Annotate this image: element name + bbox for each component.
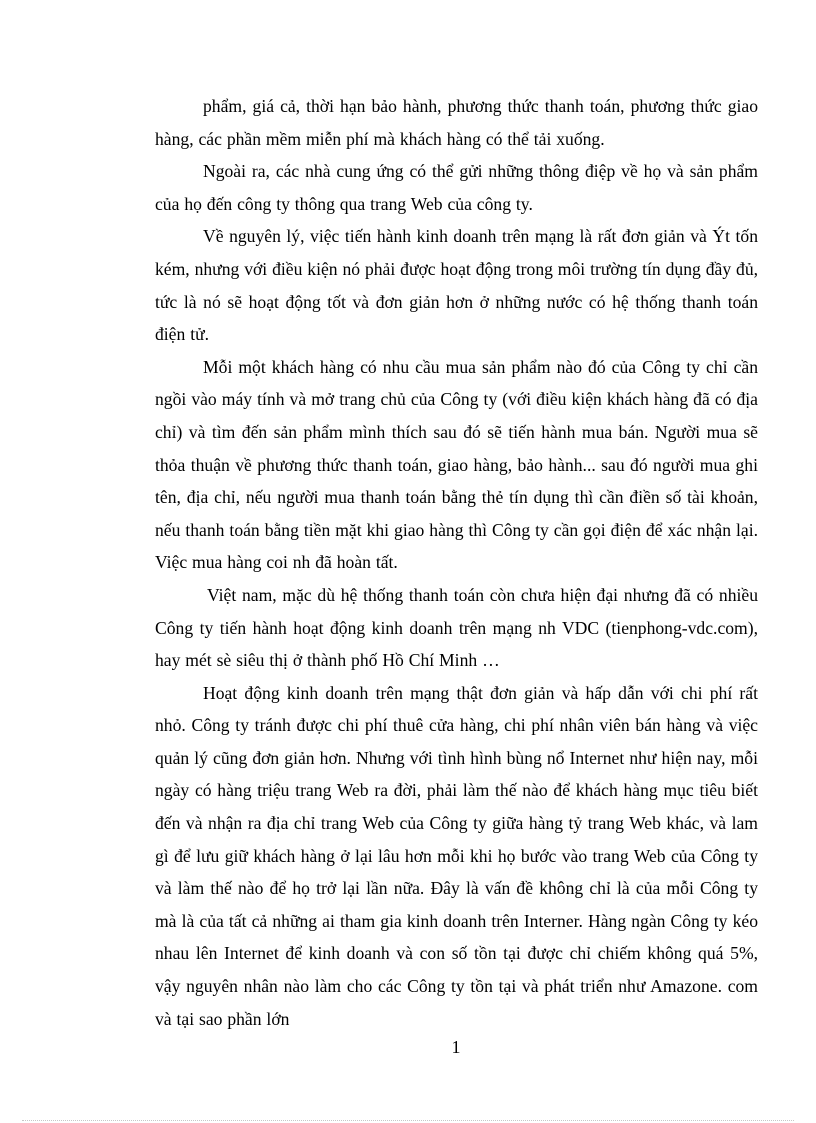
paragraph-5: Việt nam, mặc dù hệ thống thanh toán còn chưa hiện đại nhưng đã có nhiều Công ty tiến hành hoạt động kinh doanh trên mạng nh VDC (tienphong-vdc.com), hay mét sè siêu thị ở thành phố Hồ Chí Minh … [155, 584, 758, 671]
paragraph-6: Hoạt động kinh doanh trên mạng thật đơn giản và hấp dẫn với chi phí rất nhỏ. Công ty tránh được chi phí thuê cửa hàng, chi phí nhân viên bán hàng và việc quản lý cũng đơn giản hơn. Nhưng với tình hình bùng nổ Internet như hiện nay, mỗi ngày có hàng triệu trang Web ra đời, phải làm thế nào để khách hàng mục tiêu biết đến và nhận ra địa chỉ trang Web của Công ty giữa hàng tỷ trang Web khác, và lam gì để lưu giữ khách hàng ở lại lâu hơn mỗi khi họ bước vào trang Web của Công ty và làm thế nào để họ trở lại lần nữa. Đây là vấn đề không chỉ là của mỗi Công ty mà là của tất cả những ai tham gia kinh doanh trên Interner. Hàng ngàn Công ty kéo nhau lên Internet để kinh doanh và con số tồn tại được chỉ chiếm không quá 5%, vậy nguyên nhân nào làm cho các Công ty tồn tại và phát triển như Amazone. com và tại sao phần lớn [155, 682, 758, 1029]
page-number: 1 [451, 1037, 461, 1057]
paragraph-1: phẩm, giá cả, thời hạn bảo hành, phương thức thanh toán, phương thức giao hàng, các phần mềm miễn phí mà khách hàng có thể tải xuống. [155, 96, 758, 149]
paragraph-4: Mỗi một khách hàng có nhu cầu mua sản phẩm nào đó của Công ty chỉ cần ngồi vào máy tính và mở trang chủ của Công ty (với điều kiện khách hàng đã có địa chỉ) và tìm đến sản phẩm mình thích sau đó sẽ tiến hành mua bán. Người mua sẽ thỏa thuận về phương thức thanh toán, giao hàng, bảo hành... sau đó người mua ghi tên, địa chỉ, nếu người mua thanh toán bằng thẻ tín dụng thì cần điền số tài khoản, nếu thanh toán bằng tiền mặt khi giao hàng thì Công ty cần gọi điện để xác nhận lại. Việc mua hàng coi nh đã hoàn tất. [155, 356, 758, 573]
page-bottom-divider [22, 1120, 794, 1121]
paragraph-2: Ngoài ra, các nhà cung ứng có thể gửi những thông điệp về họ và sản phẩm của họ đến công ty thông qua trang Web của công ty. [155, 161, 758, 214]
body-text [155, 90, 758, 1035]
paragraph-3: Về nguyên lý, việc tiến hành kinh doanh trên mạng là rất đơn giản và Ýt tốn kém, nhưng với điều kiện nó phải được hoạt động trong môi trường tín dụng đầy đủ, tức là nó sẽ hoạt động tốt và đơn giản hơn ở những nước có hệ thống thanh toán điện tử. [155, 226, 759, 345]
